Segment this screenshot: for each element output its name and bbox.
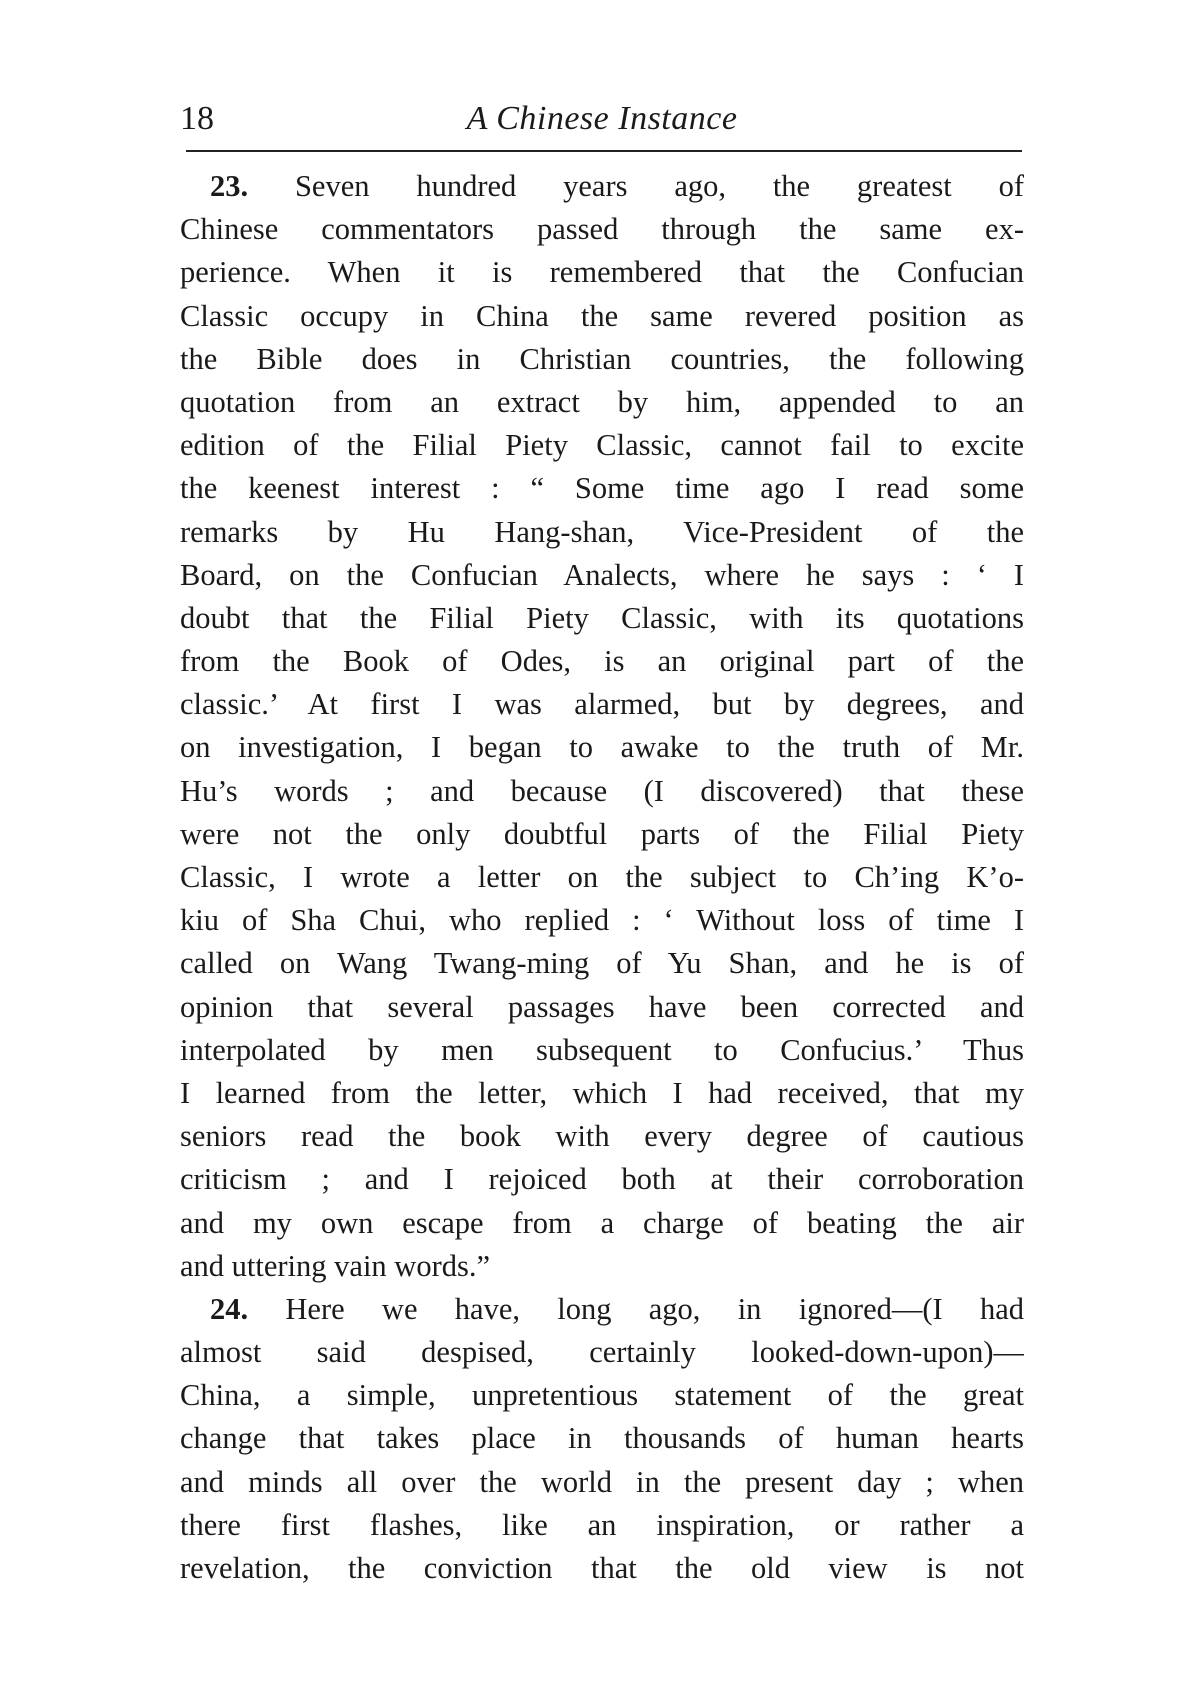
text-line: on investigation, I began to awake to the truth of Mr. — [180, 730, 1024, 765]
text-line: interpolated by men subsequent to Confucius.’ Thus — [180, 1032, 1024, 1067]
text-line: Classic, I wrote a letter on the subject to Ch’ing K’o- — [180, 860, 1024, 894]
page-number: 18 — [180, 100, 214, 137]
text-line: doubt that the Filial Piety Classic, with its quotations — [180, 600, 1024, 635]
text-line: the Bible does in Christian countries, the following — [180, 341, 1024, 376]
text-line: perience. When it is remembered that the Confucian — [180, 255, 1024, 290]
text-line: Board, on the Confucian Analects, where he says : ‘ I — [180, 557, 1024, 592]
text-line: Chinese commentators passed through the same ex- — [180, 212, 1024, 247]
text-line: quotation from an extract by him, appended to an — [180, 384, 1024, 419]
text-line: opinion that several passages have been corrected and — [180, 989, 1024, 1024]
running-title: A Chinese Instance — [466, 100, 738, 137]
text-line: revelation, the conviction that the old view is not — [180, 1551, 1024, 1585]
text-line: there first flashes, like an inspiration, or rather a — [180, 1507, 1024, 1542]
text-line: and my own escape from a charge of beating the air — [180, 1205, 1024, 1240]
text-line: classic.’ At first I was alarmed, but by degrees, and — [180, 687, 1024, 722]
text-line: almost said despised, certainly looked-down-upon)— — [180, 1335, 1024, 1370]
text-line: remarks by Hu Hang-shan, Vice-President of the — [180, 514, 1024, 549]
text-line: and uttering vain words.” — [180, 1248, 491, 1283]
body-text — [180, 165, 1024, 1590]
text-line: Classic occupy in China the same revered position as — [180, 298, 1024, 333]
text-line: and minds all over the world in the present day ; when — [180, 1464, 1024, 1499]
text-line: edition of the Filial Piety Classic, cannot fail to excite — [180, 428, 1024, 463]
paragraph-number: 23. — [210, 169, 249, 203]
text-line: 23. Seven hundred years ago, the greatest of — [210, 169, 1024, 203]
text-line: were not the only doubtful parts of the Filial Piety — [180, 816, 1024, 851]
page-header — [180, 96, 1024, 146]
text-line: criticism ; and I rejoiced both at their corroboration — [180, 1162, 1024, 1197]
text-line: 24. Here we have, long ago, in ignored—(I had — [210, 1291, 1024, 1326]
text-line: I learned from the letter, which I had received, that my — [180, 1075, 1024, 1110]
text-line: from the Book of Odes, is an original part of the — [180, 644, 1024, 679]
text-line: kiu of Sha Chui, who replied : ‘ Without loss of time I — [180, 903, 1024, 938]
header-rule — [186, 150, 1022, 152]
paragraph-number: 24. — [210, 1291, 249, 1326]
text-line: the keenest interest : “ Some time ago I read some — [180, 471, 1024, 506]
text-line: Hu’s words ; and because (I discovered) that these — [180, 773, 1024, 808]
text-line: China, a simple, unpretentious statement of the great — [180, 1378, 1024, 1413]
text-line: change that takes place in thousands of human hearts — [180, 1421, 1024, 1456]
text-line: called on Wang Twang-ming of Yu Shan, and he is of — [180, 946, 1024, 981]
text-line: seniors read the book with every degree of cautious — [180, 1119, 1024, 1154]
